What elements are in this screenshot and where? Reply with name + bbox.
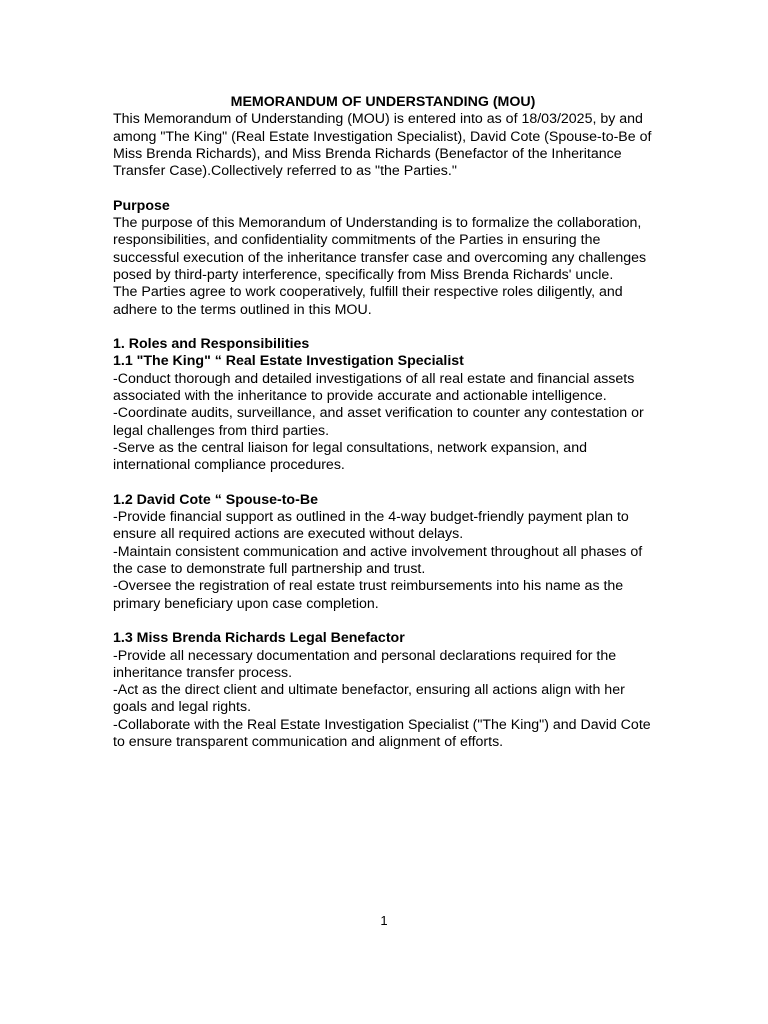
list-item: -Coordinate audits, surveillance, and asset verification to counter any contestation or legal challenges from third parties. (113, 405, 644, 439)
spacer (113, 475, 653, 492)
purpose-heading: Purpose (113, 197, 170, 214)
list-item: -Oversee the registration of real estate trust reimbursements into his name as the primary beneficiary upon case completion. (113, 578, 624, 612)
spacer (113, 319, 653, 336)
list-item: -Maintain consistent communication and active involvement throughout all phases of the case to demonstrate full partnership and trust. (113, 543, 643, 578)
document-title: MEMORANDUM OF UNDERSTANDING (MOU) (230, 94, 536, 110)
list-item: -Conduct thorough and detailed investigations of all real estate and financial assets associated with the inheritance to provide accurate and actionable intelligence. (113, 370, 635, 405)
list-item: -Collaborate with the Real Estate Investigation Specialist ("The King") and David Cote to ensure transparent communication and alignment of efforts. (113, 716, 651, 750)
intro-paragraph: This Memorandum of Understanding (MOU) is entered into as of 18/03/2025, by and among "The King" (Real Estate Investigation Specialist), David Cote (Spouse-to-Be of Miss Brenda Richards), and Miss Brenda Richards (Benefactor of the Inheritance Transfer Case).Collectively referred to as "the Parties." (113, 111, 652, 180)
spacer (113, 180, 653, 197)
section-heading-king: 1.1 "The King" “ Real Estate Investigation Specialist (113, 353, 464, 370)
list-item: -Act as the direct client and ultimate benefactor, ensuring all actions align with her goals and legal rights. (113, 682, 625, 716)
page-number: 1 (380, 913, 388, 928)
section-heading-david: 1.2 David Cote “ Spouse-to-Be (113, 491, 318, 508)
document-page (113, 94, 653, 751)
purpose-paragraph: The purpose of this Memorandum of Understanding is to formalize the collaboration, responsibilities, and confidentiality commitments of the Parties in ensuring the successful execution of the inheritance transfer case and overcoming any challenges posed by third-party interference, specifically from Miss Brenda Richards' uncle. (113, 215, 647, 283)
roles-heading: 1. Roles and Responsibilities (113, 336, 310, 353)
list-item: -Provide all necessary documentation and personal declarations required for the inheritance transfer process. (113, 647, 617, 681)
purpose-paragraph: The Parties agree to work cooperatively, fulfill their respective roles diligently, and adhere to the terms outlined in this MOU. (113, 284, 623, 318)
list-item: -Provide financial support as outlined in the 4-way budget-friendly payment plan to ensure all required actions are executed without delays. (113, 509, 629, 543)
list-item: -Serve as the central liaison for legal consultations, network expansion, and international compliance procedures. (113, 439, 587, 474)
section-heading-brenda: 1.3 Miss Brenda Richards Legal Benefactor (113, 630, 405, 647)
spacer (113, 613, 653, 630)
